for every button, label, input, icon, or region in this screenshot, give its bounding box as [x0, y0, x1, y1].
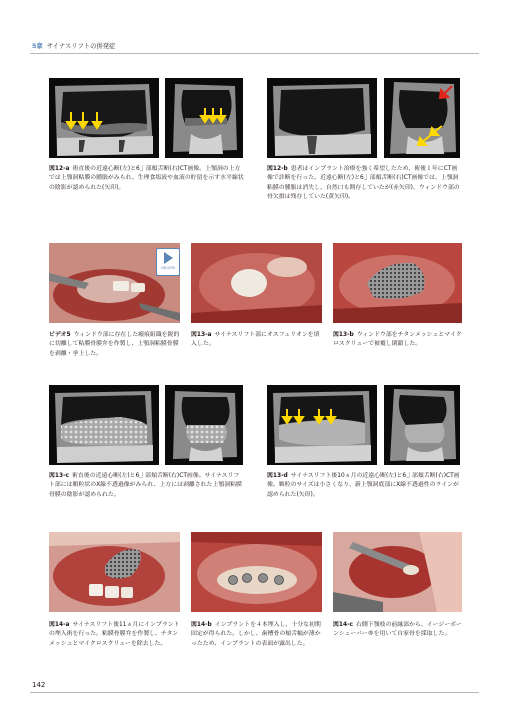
caption-13a — [191, 331, 323, 350]
caption-label: 図14-a — [49, 622, 70, 628]
ct-image-12b-left — [267, 78, 377, 158]
photo-14c — [333, 532, 462, 612]
caption-text: ウィンドウ部をチタンメッシュとマイクロスクリューで被覆し閉鎖した。 — [333, 332, 462, 348]
caption-text: サイナスリフト部にオスフェリオンを填入した。 — [191, 332, 320, 348]
caption-text: 患者はインプラント治療を強く希望したため、術後１年にCT画像で診断を行った。近遠心断(左)と6⏌部頬舌断(右)CT画像では、上顎洞粘膜の腫脹は消失し、自然口も開存していたが(赤矢印)、ウィンドウ部の骨欠損は残存していた(黄矢印)。 — [267, 166, 460, 201]
caption-label: 図14-b — [191, 622, 212, 628]
ct-image-12b-right — [384, 78, 460, 158]
ct-image-13c-left — [49, 385, 159, 465]
caption-14c — [333, 621, 465, 640]
chapter-number: 5章 — [32, 43, 43, 50]
photo-13a — [191, 243, 322, 323]
caption-text: 術直後の近遠心断(左)と6⏌部頬舌断(右)CT画像。サイナスリフト部には顆粒状のX線不透過像がみられ、上方には剥離された上顎洞粘膜骨膜の陰影が認められた。 — [49, 473, 242, 498]
caption-text: サイナスリフト後11ヵ月にインプラントの埋入術を行った。粘膜骨膜弁を作製し、チタンメッシュとマイクロスクリューを除去した。 — [49, 622, 180, 647]
caption-label: 図13-b — [333, 332, 354, 338]
caption-14a — [49, 621, 181, 649]
chapter-header — [32, 41, 115, 50]
caption-label: 図13-d — [267, 473, 288, 479]
photo-14a — [49, 532, 180, 612]
caption-14b — [191, 621, 323, 649]
caption-12b — [267, 165, 463, 203]
ct-image-13d-right — [384, 385, 460, 465]
caption-video5 — [49, 331, 181, 359]
caption-text: 術直後の近遠心断(左)と6⏌部頬舌断(右)CT画像。上顎洞の上方では上顎洞粘膜の腫脹がみられ、生理食塩液や血液の貯留を示す水平線状の陰影が認められた(矢印)。 — [49, 166, 244, 191]
footer-rule — [30, 692, 479, 693]
caption-text: サイナスリフト後10ヵ月の近遠心断(左)と6⏌部頬舌断(右)CT画像。顆粒のサイズは小さくなり、新上顎洞底部にX線不透過性のラインが認められた(矢印)。 — [267, 473, 460, 498]
ct-image-13d-left — [267, 385, 377, 465]
ct-image-12a-left — [49, 78, 159, 158]
video-badge-text: QR/CPB — [161, 266, 175, 270]
photo-13b — [333, 243, 462, 323]
video-badge[interactable] — [156, 248, 180, 276]
caption-13b — [333, 331, 465, 350]
caption-label: 図12-b — [267, 166, 288, 172]
caption-text: インプラントを４本埋入し、十分な初期固定が得られた。しかし、歯槽骨の頬舌幅が薄かったため、インプラントの表面が露出した。 — [191, 622, 321, 647]
caption-label: 図14-c — [333, 622, 354, 628]
caption-text: ウィンドウ部に存在した瘢痕組織を鋭的に切離して粘膜骨膜弁を作製し、上顎洞粘膜骨膜を剥離・挙上した。 — [49, 332, 180, 357]
photo-14b — [191, 532, 322, 612]
play-icon — [164, 252, 173, 264]
caption-label: ビデオ5 — [49, 332, 71, 338]
caption-label: 図13-a — [191, 332, 212, 338]
ct-image-13c-right — [165, 385, 243, 465]
header-rule — [30, 53, 479, 54]
caption-label: 図13-c — [49, 473, 70, 479]
ct-image-12a-right — [165, 78, 243, 158]
caption-13d — [267, 472, 463, 500]
chapter-title: サイナスリフトの併発症 — [46, 43, 116, 50]
caption-label: 図12-a — [49, 166, 70, 172]
caption-13c — [49, 472, 245, 500]
page-number: 142 — [32, 681, 46, 689]
caption-12a — [49, 165, 245, 193]
caption-text: 右側下顎枝の前縁部から、イージーボーンシェーバー®を用いて自家骨を採取した。 — [333, 622, 462, 638]
